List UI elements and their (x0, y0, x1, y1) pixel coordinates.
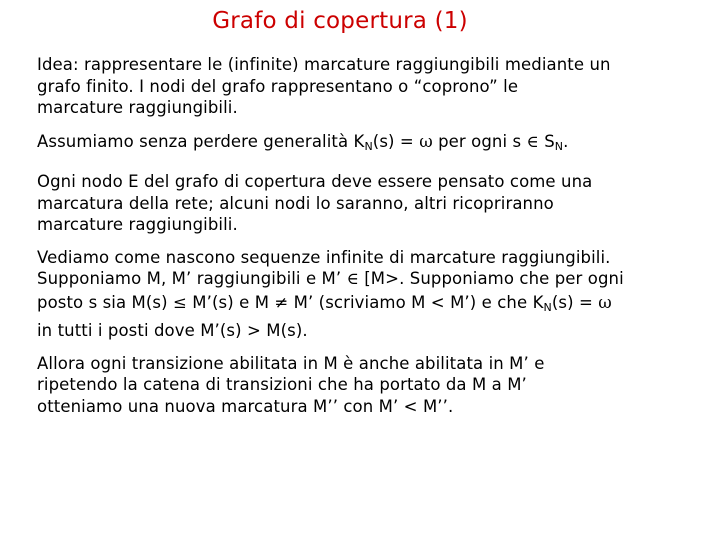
text-line: in tutti i posti dove M’(s) > M(s). (37, 321, 308, 340)
paragraph-conclusion (37, 353, 697, 418)
text-line (37, 292, 697, 319)
text-fragment: (s) = (551, 292, 599, 312)
text-line (37, 268, 697, 290)
paragraph-node (37, 171, 697, 236)
text-fragment: per ogni s (432, 131, 527, 151)
not-equal-symbol: ≠ (274, 292, 289, 312)
text-line: Ogni nodo E del grafo di copertura deve essere pensato come una (37, 172, 593, 191)
text-fragment: S (538, 131, 555, 151)
paragraph-sequences (37, 247, 697, 342)
text-line: Idea: rappresentare le (infinite) marcature raggiungibili mediante un (37, 55, 611, 74)
omega-symbol: ω (419, 131, 433, 151)
text-line (37, 131, 697, 158)
paragraph-idea (37, 54, 697, 119)
text-fragment: Assumiamo senza perdere generalità K (37, 131, 365, 151)
text-line: ripetendo la catena di transizioni che ha portato da M a M’ (37, 375, 527, 394)
text-line: Vediamo come nascono sequenze infinite di marcature raggiungibili. (37, 247, 611, 267)
slide-title: Grafo di copertura (1) (212, 8, 468, 34)
text-fragment: Supponiamo M, M’ raggiungibili e M’ (37, 269, 347, 288)
text-fragment: (s) = (372, 131, 420, 151)
text-fragment: [M>. Supponiamo che per ogni (358, 269, 624, 288)
text-line: marcature raggiungibili. (37, 98, 238, 117)
omega-symbol: ω (598, 292, 612, 312)
text-line: otteniamo una nuova marcatura M’’ con M’ < M’’. (37, 396, 454, 416)
less-equal-symbol: ≤ (173, 292, 187, 312)
text-fragment: M’(s) e M (186, 292, 275, 312)
text-fragment: posto s sia M(s) (37, 292, 174, 312)
text-fragment: M’ (scriviamo M < M’) e che K (288, 292, 544, 312)
subscript: N (554, 139, 564, 153)
paragraph-assumption (37, 131, 697, 158)
subscript: N (364, 139, 373, 153)
text-fragment: . (563, 131, 569, 151)
text-line: marcature raggiungibili. (37, 215, 238, 234)
element-of-symbol: ∈ (526, 131, 539, 151)
text-line: marcatura della rete; alcuni nodi lo saranno, altri ricopriranno (37, 193, 554, 213)
text-line: Allora ogni transizione abilitata in M è anche abilitata in M’ e (37, 353, 545, 373)
subscript: N (543, 300, 552, 314)
element-of-symbol: ∈ (346, 269, 359, 288)
text-line: grafo finito. I nodi del grafo rappresentano o “coprono” le (37, 76, 519, 96)
slide-body (37, 54, 697, 429)
